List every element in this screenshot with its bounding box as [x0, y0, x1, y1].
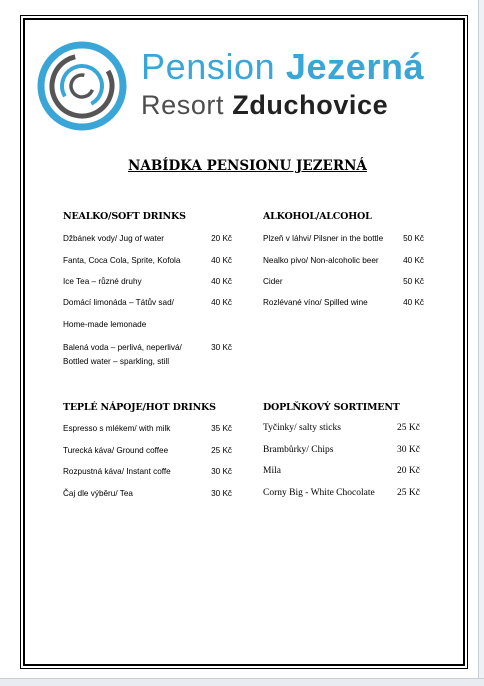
menu-item-name-line2: Bottled water – sparkling, still	[63, 357, 170, 366]
menu-item-name-line2: Home-made lemonade	[63, 320, 147, 329]
menu-item-name: Turecká káva/ Ground coffee	[63, 446, 169, 455]
pension-logo-icon	[36, 40, 128, 132]
brand-name-line2	[141, 88, 388, 122]
brand-line2-bold: Zduchovice	[232, 90, 389, 120]
menu-item-name: Nealko pivo/ Non-alcoholic beer	[263, 256, 379, 265]
menu-item-price: 25 Kč	[397, 423, 420, 433]
viewer-bottom-edge	[0, 678, 484, 686]
menu-item-price: 50 Kč	[403, 234, 424, 243]
menu-item-name: Mila	[263, 466, 281, 476]
menu-item-price: 20 Kč	[397, 466, 420, 476]
menu-item-price: 30 Kč	[211, 467, 232, 476]
menu-item-name: Balená voda – perlivá, neperlivá/	[63, 343, 182, 352]
menu-item-price: 40 Kč	[211, 256, 232, 265]
menu-item-price: 40 Kč	[211, 298, 232, 307]
menu-item-name: Cider	[263, 277, 283, 286]
section-heading-soft-drinks: NEALKO/SOFT DRINKS	[63, 211, 186, 222]
menu-item-name: Brambůrky/ Chips	[263, 445, 334, 455]
page-title: NABÍDKA PENSIONU JEZERNÁ	[128, 158, 367, 174]
menu-item-name: Džbánek vody/ Jug of water	[63, 234, 165, 243]
menu-item-name: Rozlévané víno/ Spilled wine	[263, 298, 368, 307]
menu-item-price: 25 Kč	[211, 446, 232, 455]
brand-line2-light: Resort	[141, 90, 233, 120]
menu-item-price: 40 Kč	[403, 298, 424, 307]
menu-item-price: 40 Kč	[211, 277, 232, 286]
menu-item-name: Čaj dle výběru/ Tea	[63, 489, 133, 498]
menu-item-price: 30 Kč	[211, 489, 232, 498]
menu-item-name: Ice Tea – různé druhy	[63, 277, 142, 286]
menu-item-price: 35 Kč	[211, 424, 232, 433]
section-heading-hot-drinks: TEPLÉ NÁPOJE/HOT DRINKS	[63, 402, 216, 413]
menu-item-price: 30 Kč	[211, 343, 232, 352]
menu-item-price: 30 Kč	[397, 445, 420, 455]
menu-item-name: Plzeň v láhvi/ Pilsner in the bottle	[263, 234, 384, 243]
viewer-right-edge	[478, 0, 484, 686]
menu-item-name: Domácí limonáda – Tátův sad/	[63, 298, 174, 307]
menu-item-name: Fanta, Coca Cola, Sprite, Kofola	[63, 256, 181, 265]
brand-line1-light: Pension	[141, 46, 286, 87]
menu-item-name: Corny Big - White Chocolate	[263, 488, 375, 498]
menu-item-price: 25 Kč	[397, 488, 420, 498]
menu-item-name: Rozpustná káva/ Instant coffe	[63, 467, 171, 476]
section-heading-extras: DOPLŇKOVÝ SORTIMENT	[263, 402, 400, 413]
brand-line1-bold: Jezerná	[285, 46, 425, 87]
menu-item-name: Tyčinky/ salty sticks	[263, 423, 341, 433]
section-heading-alcohol: ALKOHOL/ALCOHOL	[263, 211, 372, 222]
menu-item-price: 40 Kč	[403, 256, 424, 265]
menu-item-price: 20 Kč	[211, 234, 232, 243]
brand-name-line1	[141, 45, 424, 89]
menu-item-name: Espresso s mlékem/ with milk	[63, 424, 171, 433]
menu-item-price: 50 Kč	[403, 277, 424, 286]
